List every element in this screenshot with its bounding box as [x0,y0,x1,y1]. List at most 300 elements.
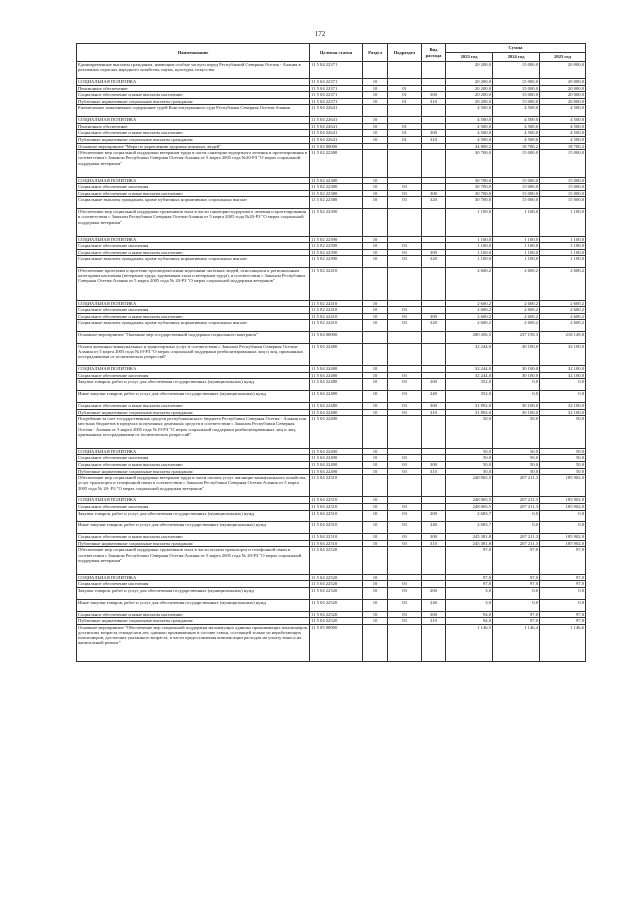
row-subsection [388,344,422,366]
row-target-article: 11 5 04 22510 [310,503,363,510]
row-expense-type: 240 [422,391,446,403]
row-sum-2025: 185 902,0 [540,540,586,547]
row-section: 10 [363,379,388,391]
row-section: 10 [363,540,388,547]
row-name: Публичные нормативные социальные выплаты гражданам [77,468,310,475]
row-target-article: 11 5 04 22510 [310,534,363,541]
row-subsection: 03 [388,409,422,416]
table-row [77,574,586,581]
row-sum-2025: 4 500,0 [540,136,586,143]
table-row [77,540,586,547]
row-name: Социальные выплаты гражданам, кроме публичных нормативных социальных выплат [77,197,310,209]
row-name: Социальное обеспечение и иные выплаты населению [77,534,310,541]
table-row [77,190,586,197]
row-sum-2023: 3,0 [446,599,493,611]
row-target-article: 11 5 04 22510 [310,522,363,534]
row-section: 10 [363,85,388,92]
row-subsection: 03 [388,587,422,599]
row-sum-2025: 97,0 [540,611,586,618]
row-name: Основное мероприятие "Обеспечение мер социальной поддержки малоимущих одиноко проживающих пенсионеров, достигших возраста семидесяти лет, одиноко проживающих в составе семьи, состоящей только из неработающих пенсионеров, достигших указанного возраста, в части предоставления компенсации расходов на уплату взноса на капитальный ремонт" [77,624,310,662]
table-row [77,624,586,662]
row-target-article: 11 5 04 22520 [310,547,363,574]
table-row [77,117,586,124]
row-target-article: 11 5 02 22390 [310,236,363,243]
row-sum-2024: 15 000,0 [493,184,540,191]
row-section: 10 [363,366,388,373]
row-sum-2024: 15 000,0 [493,190,540,197]
row-subsection: 03 [388,534,422,541]
row-name: Социальное обеспечение и иные выплаты населению [77,313,310,320]
row-sum-2025: 50,0 [540,416,586,449]
row-expense-type [422,123,446,130]
row-section: 10 [363,136,388,143]
row-target-article: 11 5 02 22410 [310,313,363,320]
row-subsection: 03 [388,379,422,391]
row-section [363,344,388,366]
row-section: 10 [363,79,388,86]
row-name: Иные закупки товаров, работ и услуг для обеспечения государственных (муниципальных) нужд [77,599,310,611]
row-sum-2023: 20 200,0 [446,98,493,105]
row-sum-2023: 97,0 [446,574,493,581]
row-sum-2024: 15 000,0 [493,92,540,99]
row-subsection [388,332,422,344]
row-name: Пенсионное обеспечение [77,85,310,92]
row-expense-type [422,177,446,184]
row-subsection [388,268,422,301]
row-sum-2024: 50,0 [493,448,540,455]
row-expense-type [422,475,446,497]
table-row [77,448,586,455]
table-row [77,209,586,236]
row-sum-2025: 32 100,0 [540,372,586,379]
row-expense-type [422,79,446,86]
row-sum-2023: 1 100,0 [446,249,493,256]
row-sum-2024: 15 000,0 [493,98,540,105]
row-subsection: 03 [388,190,422,197]
row-sum-2024: 2 600,2 [493,268,540,301]
row-name: Социальное обеспечение и иные выплаты населению [77,461,310,468]
row-sum-2024: 50,0 [493,455,540,462]
row-section: 10 [363,503,388,510]
row-target-article: 11 5 02 22380 [310,177,363,184]
row-expense-type: 300 [422,190,446,197]
row-subsection: 03 [388,461,422,468]
row-name: Социальное обеспечение населения [77,503,310,510]
row-sum-2024: 237 158,3 [493,332,540,344]
row-sum-2024: 15 000,0 [493,150,540,177]
row-target-article: 11 5 02 22390 [310,243,363,250]
row-sum-2025: 2 600,2 [540,300,586,307]
row-sum-2024: 97,0 [493,581,540,588]
header-section: Раздел [363,44,388,62]
row-sum-2024: 0,0 [493,379,540,391]
row-target-article: 11 5 04 22371 [310,92,363,99]
row-subsection [388,497,422,504]
row-section: 10 [363,574,388,581]
row-sum-2024: 2 600,2 [493,320,540,332]
row-section [363,105,388,117]
table-row [77,123,586,130]
row-sum-2023: 2 600,2 [446,268,493,301]
row-subsection: 01 [388,123,422,130]
row-target-article: 11 5 04 22480 [310,403,363,410]
row-sum-2025: 15 000,0 [540,197,586,209]
row-sum-2025: 97,0 [540,581,586,588]
table-row [77,618,586,625]
row-sum-2025: 97,0 [540,618,586,625]
row-subsection: 03 [388,503,422,510]
row-expense-type [422,448,446,455]
row-sum-2023: 1 100,0 [446,209,493,236]
row-sum-2024: 15 000,0 [493,62,540,79]
row-sum-2023: 32 244,0 [446,372,493,379]
row-sum-2023: 30 700,0 [446,190,493,197]
row-subsection: 01 [388,85,422,92]
row-expense-type [422,105,446,117]
row-expense-type: 300 [422,130,446,137]
row-expense-type [422,143,446,150]
row-sum-2025: 4 500,0 [540,130,586,137]
row-sum-2024: 30 100,0 [493,366,540,373]
row-sum-2025: 15 000,0 [540,190,586,197]
row-expense-type: 240 [422,522,446,534]
row-target-article: 11 5 04 22371 [310,98,363,105]
row-section: 10 [363,510,388,522]
row-expense-type [422,243,446,250]
row-name: Погребение за счет государственных средств республиканского бюджета Республики Северная Осетия - Алания или местных бюджетов в пределах полученных денежных средств в соответствии с Законом Республики Северная Осетия - Алания от 5 марта 2005 года №19-РЗ "О мерах социальной поддержки реабилитированных лиц и лиц, признанных пострадавшими от политических репрессий" [77,416,310,449]
row-section: 10 [363,190,388,197]
row-sum-2024: 50,0 [493,416,540,449]
row-target-article: 11 5 04 22510 [310,497,363,504]
row-target-article: 11 5 04 22490 [310,468,363,475]
row-section: 10 [363,117,388,124]
row-sum-2025: 0,0 [540,510,586,522]
table-body [77,62,586,662]
table-row [77,522,586,534]
row-section: 10 [363,409,388,416]
row-sum-2024: 0,0 [493,599,540,611]
row-target-article: 11 5 02 22380 [310,197,363,209]
row-sum-2024: 1 100,0 [493,249,540,256]
row-target-article: 11 5 04 22510 [310,510,363,522]
row-sum-2025: 18 700,2 [540,143,586,150]
row-name: Социальные выплаты гражданам, кроме публичных нормативных социальных выплат [77,320,310,332]
row-subsection [388,62,422,79]
row-expense-type: 300 [422,249,446,256]
row-target-article: 11 5 02 22390 [310,256,363,268]
row-subsection [388,448,422,455]
table-row [77,313,586,320]
header-year-2025: 2025 год [540,53,586,62]
row-subsection: 03 [388,581,422,588]
table-row [77,268,586,301]
table-row [77,611,586,618]
row-sum-2024: 97,0 [493,611,540,618]
row-sum-2025: 15 000,0 [540,177,586,184]
row-section: 10 [363,249,388,256]
table-row [77,92,586,99]
row-sum-2025: 32 100,0 [540,366,586,373]
row-expense-type: 310 [422,98,446,105]
row-sum-2023: 50,0 [446,455,493,462]
table-row [77,372,586,379]
row-name: Публичные нормативные социальные выплаты гражданам [77,136,310,143]
row-sum-2025: 1 100,0 [540,256,586,268]
row-sum-2023: 4 500,0 [446,123,493,130]
row-section: 10 [363,197,388,209]
row-subsection [388,143,422,150]
row-sum-2023: 3,0 [446,587,493,599]
row-sum-2023: 4 500,0 [446,130,493,137]
row-subsection: 03 [388,320,422,332]
row-target-article: 11 5 04 22480 [310,344,363,366]
row-sum-2023: 94,0 [446,618,493,625]
row-sum-2025: 0,0 [540,522,586,534]
row-subsection: 01 [388,92,422,99]
row-sum-2023: 2 600,2 [446,307,493,314]
row-sum-2023: 20 200,0 [446,79,493,86]
row-section: 10 [363,92,388,99]
row-sum-2023: 1 146,5 [446,624,493,662]
row-section: 10 [363,391,388,403]
row-name: Публичные нормативные социальные выплаты гражданам [77,409,310,416]
table-row [77,62,586,79]
table-row [77,256,586,268]
row-sum-2025: 15 000,0 [540,150,586,177]
table-header [77,44,586,62]
table-row [77,320,586,332]
table-row [77,130,586,137]
row-target-article: 11 5 04 22490 [310,448,363,455]
row-sum-2023: 34 800,2 [446,143,493,150]
table-row [77,98,586,105]
row-expense-type [422,62,446,79]
row-expense-type [422,581,446,588]
table-row [77,184,586,191]
row-sum-2023: 1 100,0 [446,236,493,243]
row-target-article: 11 5 04 22520 [310,618,363,625]
row-subsection [388,624,422,662]
row-sum-2024: 2 600,2 [493,300,540,307]
row-target-article: 11 5 05 00000 [310,624,363,662]
row-subsection [388,236,422,243]
row-sum-2024: 18 700,2 [493,143,540,150]
row-sum-2025: 50,0 [540,468,586,475]
row-target-article: 11 5 02 22380 [310,184,363,191]
row-section: 10 [363,256,388,268]
row-sum-2023: 4 500,0 [446,136,493,143]
row-expense-type [422,209,446,236]
row-target-article: 11 5 04 22371 [310,79,363,86]
row-subsection: 03 [388,510,422,522]
row-name: Социальное обеспечение населения [77,243,310,250]
row-sum-2025: 1 146,6 [540,624,586,662]
row-sum-2025: 2 600,2 [540,313,586,320]
row-section: 10 [363,611,388,618]
row-sum-2025: 0,0 [540,391,586,403]
row-sum-2023: 2 600,2 [446,320,493,332]
row-target-article: 11 5 02 22410 [310,268,363,301]
row-expense-type [422,574,446,581]
row-sum-2024: 30 100,0 [493,409,540,416]
row-target-article: 11 5 04 22641 [310,136,363,143]
row-expense-type [422,236,446,243]
row-sum-2024: 207 211,3 [493,534,540,541]
row-sum-2023: 50,0 [446,448,493,455]
row-subsection: 03 [388,313,422,320]
table-row [77,587,586,599]
row-section: 10 [363,243,388,250]
row-expense-type [422,150,446,177]
row-expense-type [422,117,446,124]
row-name: СОЦИАЛЬНАЯ ПОЛИТИКА [77,366,310,373]
row-subsection [388,79,422,86]
table-row [77,468,586,475]
row-subsection [388,366,422,373]
row-expense-type [422,184,446,191]
row-sum-2025: 1 100,0 [540,249,586,256]
row-name: Социальное обеспечение населения [77,455,310,462]
row-target-article: 11 5 04 00000 [310,332,363,344]
row-target-article: 11 5 04 22520 [310,587,363,599]
row-expense-type [422,300,446,307]
row-name: Пенсионное обеспечение [77,123,310,130]
row-expense-type: 320 [422,197,446,209]
row-section [363,624,388,662]
table-row [77,197,586,209]
table-row [77,177,586,184]
row-sum-2024: 207 211,3 [493,503,540,510]
row-subsection: 03 [388,611,422,618]
row-sum-2025: 32 100,0 [540,403,586,410]
row-target-article: 11 5 02 22390 [310,209,363,236]
row-subsection: 03 [388,455,422,462]
table-row [77,136,586,143]
table-row [77,547,586,574]
row-name: Социальное обеспечение населения [77,307,310,314]
row-sum-2023: 352,0 [446,379,493,391]
table-row [77,510,586,522]
row-expense-type [422,332,446,344]
row-name: Основное мероприятие "Мера по укреплению здоровья пожилых людей" [77,143,310,150]
row-subsection [388,300,422,307]
row-target-article: 11 5 04 22510 [310,540,363,547]
table-row [77,236,586,243]
header-expense-type: Вид расхода [422,44,446,62]
row-sum-2023: 2 600,2 [446,300,493,307]
budget-table [76,43,586,662]
row-section [363,143,388,150]
row-subsection: 03 [388,522,422,534]
row-expense-type: 300 [422,403,446,410]
row-section: 10 [363,461,388,468]
row-name: СОЦИАЛЬНАЯ ПОЛИТИКА [77,300,310,307]
row-subsection: 03 [388,307,422,314]
row-sum-2024: 1 146,4 [493,624,540,662]
table-row [77,332,586,344]
row-subsection [388,177,422,184]
row-sum-2024: 0,0 [493,522,540,534]
row-subsection [388,475,422,497]
row-expense-type: 240 [422,599,446,611]
row-name: Иные закупки товаров, работ и услуг для обеспечения государственных (муниципальных) нужд [77,391,310,403]
row-sum-2023: 30 700,0 [446,197,493,209]
row-section: 10 [363,130,388,137]
row-sum-2023: 2 600,2 [446,313,493,320]
table-row [77,366,586,373]
row-section: 10 [363,300,388,307]
row-sum-2024: 15 000,0 [493,85,540,92]
row-sum-2023: 50,0 [446,416,493,449]
table-row [77,455,586,462]
row-sum-2024: 30 100,0 [493,372,540,379]
row-name: Основное мероприятие "Оказание мер государственной поддержки социального контракта" [77,332,310,344]
row-expense-type [422,624,446,662]
table-row [77,300,586,307]
row-expense-type: 310 [422,136,446,143]
row-name: Социальное обеспечение и иные выплаты населению [77,92,310,99]
row-subsection: 03 [388,372,422,379]
row-sum-2023: 248 065,5 [446,503,493,510]
row-section: 10 [363,534,388,541]
table-row [77,416,586,449]
row-subsection: 03 [388,618,422,625]
row-section [363,547,388,574]
row-sum-2023: 50,0 [446,468,493,475]
row-subsection: 01 [388,136,422,143]
row-sum-2023: 245 381,8 [446,540,493,547]
row-subsection: 01 [388,98,422,105]
row-sum-2025: 97,0 [540,547,586,574]
row-sum-2025: 185 902,0 [540,475,586,497]
row-expense-type [422,455,446,462]
row-sum-2023: 2 683,7 [446,522,493,534]
row-expense-type [422,416,446,449]
row-sum-2024: 1 100,0 [493,243,540,250]
page-number: 172 [314,30,326,38]
row-name: СОЦИАЛЬНАЯ ПОЛИТИКА [77,117,310,124]
row-expense-type: 310 [422,468,446,475]
row-sum-2025: 0,0 [540,587,586,599]
row-name: Обеспечение протезами и протезно-ортопедическими изделиями льготных людей, относящихся к региональным категориям населения (ветеранов труда, тружеников тыла и ветеранов труда), в соответствии с Законом Республики Северная Осетия-Алания от 5 марта 2005 года № 20-РЗ "О мерах социальной поддержки ветеранов" [77,268,310,301]
row-sum-2023: 97,0 [446,547,493,574]
row-sum-2025: 185 902,0 [540,534,586,541]
row-section [363,332,388,344]
table-row [77,403,586,410]
row-name: Социальные выплаты гражданам, кроме публичных нормативных социальных выплат [77,256,310,268]
row-target-article: 11 5 04 22480 [310,379,363,391]
row-sum-2024: 15 000,0 [493,79,540,86]
row-target-article: 11 5 04 22480 [310,391,363,403]
row-sum-2023: 4 500,0 [446,117,493,124]
row-section [363,150,388,177]
row-sum-2024: 207 211,3 [493,475,540,497]
row-sum-2024: 4 500,0 [493,136,540,143]
row-sum-2023: 30 700,0 [446,177,493,184]
table-row [77,143,586,150]
row-sum-2024: 4 500,0 [493,105,540,117]
row-subsection: 03 [388,468,422,475]
row-expense-type [422,497,446,504]
row-sum-2023: 30 700,0 [446,184,493,191]
row-sum-2025: 1 100,0 [540,236,586,243]
row-sum-2023: 31 892,0 [446,409,493,416]
row-sum-2024: 4 500,0 [493,123,540,130]
row-sum-2025: 50,0 [540,455,586,462]
row-expense-type [422,307,446,314]
row-name: Социальное обеспечение и иные выплаты населению [77,403,310,410]
row-expense-type [422,366,446,373]
